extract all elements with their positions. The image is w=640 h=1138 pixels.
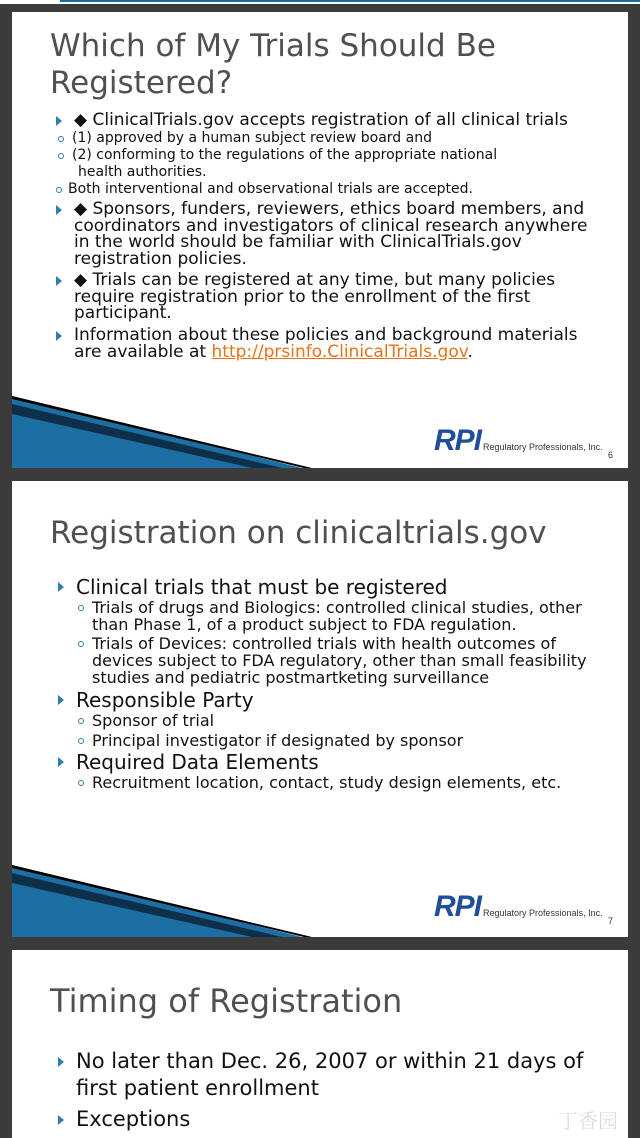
bullet-arrow-icon (58, 695, 64, 705)
sub-bullet-icon (58, 153, 64, 159)
sub-bullet-icon (78, 605, 84, 611)
bullet-list (58, 1048, 606, 1133)
bullet-item: Clinical trials that must be registered (58, 576, 606, 598)
slide-title: Registration on clinicaltrials.gov (50, 515, 547, 551)
bullet-item: ◆ ClinicalTrials.gov accepts registration of all clinical trials (56, 112, 606, 129)
bullet-arrow-icon (58, 582, 64, 592)
bullet-arrow-icon (56, 331, 62, 341)
bullet-item: ◆ Sponsors, funders, reviewers, ethics board members, and coordinators and investigators of clinical research anywhere in the world should be familiar with ClinicalTrials.gov registration policies. (56, 201, 606, 267)
sub-bullet: Sponsor of trial (76, 711, 606, 730)
bullet-arrow-icon (56, 116, 62, 126)
bullet-arrow-icon (56, 276, 62, 286)
sub-bullet: Trials of drugs and Biologics: controlled clinical studies, other than Phase 1, of a product subject to FDA regulation. (76, 599, 606, 633)
bullet-item: Exceptions (58, 1106, 606, 1133)
bullet-arrow-icon (58, 1115, 64, 1125)
bullet-item: Responsible Party (58, 689, 606, 711)
rpi-logo: RPI Regulatory Professionals, Inc. (434, 424, 603, 457)
bullet-list (58, 576, 606, 791)
sub-bullet-continuation: health authorities. (78, 164, 207, 180)
bullet-arrow-icon (58, 757, 64, 767)
bullet-arrow-icon (58, 1057, 64, 1067)
sub-bullet: (2) conforming to the regulations of the appropriate national (56, 147, 606, 164)
sub-bullet-icon (78, 780, 84, 786)
prsinfo-link[interactable]: http://prsinfo.ClinicalTrials.gov (211, 341, 468, 362)
slide-title: Timing of Registration (50, 982, 403, 1020)
watermark: 丁香园 (558, 1109, 618, 1133)
previous-slide-edge (0, 0, 640, 4)
sub-bullet: Principal investigator if designated by sponsor (76, 731, 606, 750)
bullet-item: ◆ Trials can be registered at any time, but many policies require registration prior to the enrollment of the first participant. (56, 272, 606, 322)
slide-8 (12, 950, 628, 1138)
sub-bullet-icon (78, 738, 84, 744)
slide-6 (12, 12, 628, 468)
slide-7 (12, 481, 628, 937)
bullet-item: No later than Dec. 26, 2007 or within 21 days of first patient enrollment (58, 1048, 606, 1102)
rpi-logo: RPI Regulatory Professionals, Inc. (434, 890, 603, 923)
sub-bullet-icon (78, 641, 84, 647)
page-number: 7 (608, 916, 614, 926)
bullet-item: Information about these policies and background materials are available at http://prsinfo.ClinicalTrials.gov. (56, 327, 606, 361)
sub-bullet-icon (56, 187, 62, 193)
sub-bullet: (1) approved by a human subject review board and (56, 130, 606, 147)
bullet-arrow-icon (56, 205, 62, 215)
sub-bullet: Recruitment location, contact, study design elements, etc. (76, 774, 606, 791)
sub-bullet: Trials of Devices: controlled trials with health outcomes of devices subject to FDA regulatory, other than small feasibility studies and pediatric postmartketing surveillance (76, 635, 606, 686)
slide-title: Which of My Trials Should Be Registered? (50, 28, 496, 101)
page-number: 6 (608, 450, 614, 460)
bullet-list (56, 112, 606, 361)
sub-bullet-icon (58, 136, 64, 142)
bullet-item: Required Data Elements (58, 751, 606, 773)
sub-bullet-icon (78, 718, 84, 724)
sub-bullet: Both interventional and observational trials are accepted. (56, 181, 606, 198)
